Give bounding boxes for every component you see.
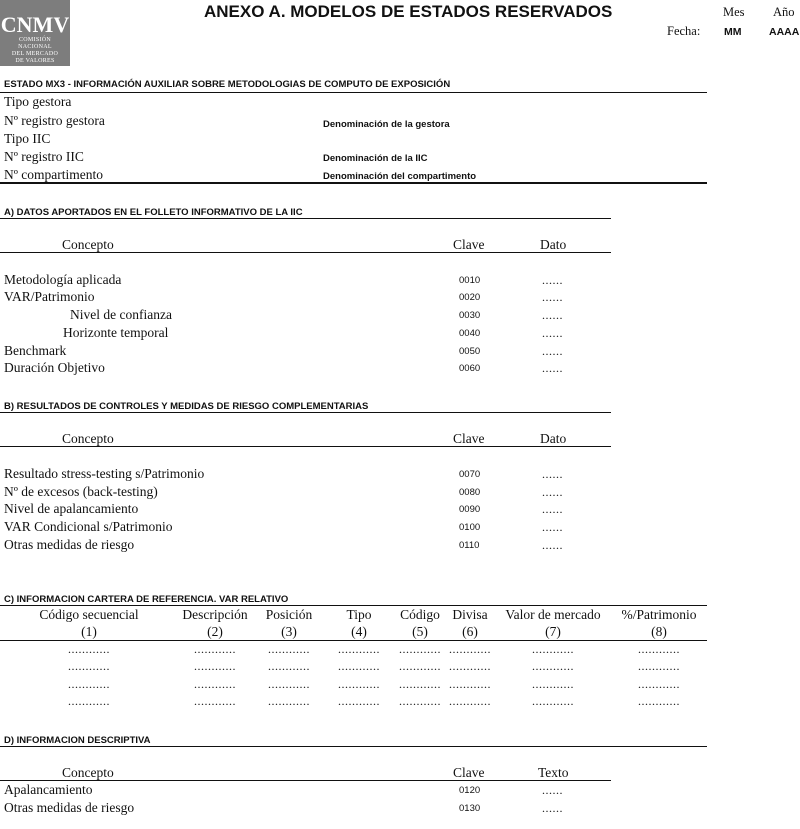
section-b-row-dato[interactable]: ......: [542, 502, 563, 516]
section-c-col-header: Código: [400, 607, 440, 622]
section-a-row-clave: 0040: [459, 328, 481, 339]
cartera-cell[interactable]: ............: [338, 642, 380, 656]
section-b-col-concepto: Concepto: [62, 431, 114, 446]
section-d-col-concepto: Concepto: [62, 765, 114, 780]
section-c-col-number: (7): [545, 624, 561, 639]
section-b-row-label: Nº de excesos (back-testing): [4, 484, 158, 499]
section-a-col-concepto: Concepto: [62, 237, 114, 252]
cartera-cell[interactable]: ............: [399, 677, 441, 691]
cartera-cell[interactable]: ............: [449, 677, 491, 691]
logo-line: COMISIÓN: [18, 37, 52, 43]
section-b-row-clave: 0080: [459, 487, 481, 498]
section-c-col-number: (6): [462, 624, 478, 639]
estado-title: ESTADO MX3 - INFORMACIÓN AUXILIAR SOBRE METODOLOGIAS DE COMPUTO DE EXPOSICIÓN: [4, 79, 451, 90]
section-d-row-clave: 0130: [459, 803, 481, 814]
cartera-cell[interactable]: ............: [449, 694, 491, 708]
cartera-cell[interactable]: ............: [268, 677, 310, 691]
section-d-col-texto: Texto: [538, 765, 569, 780]
cartera-cell[interactable]: ............: [638, 642, 680, 656]
registro-gestora-label: Nº registro gestora: [4, 113, 105, 128]
cartera-cell[interactable]: ............: [638, 694, 680, 708]
section-a-row-dato[interactable]: ......: [542, 308, 563, 322]
section-c-col-header: Descripción: [182, 607, 248, 622]
divider: [0, 218, 611, 219]
section-a-row-dato[interactable]: ......: [542, 290, 563, 304]
denominacion-iic-label: Denominación de la IIC: [323, 153, 428, 164]
section-c-col-number: (4): [351, 624, 367, 639]
section-c-col-header: Valor de mercado: [505, 607, 601, 622]
section-b-row-clave: 0110: [459, 540, 480, 551]
section-b-title: B) RESULTADOS DE CONTROLES Y MEDIDAS DE RIESGO COMPLEMENTARIAS: [4, 401, 369, 412]
cartera-cell[interactable]: ............: [338, 659, 380, 673]
cartera-cell[interactable]: ............: [638, 659, 680, 673]
section-d-row-label: Apalancamiento: [4, 782, 93, 797]
cartera-cell[interactable]: ............: [638, 677, 680, 691]
section-a-title: A) DATOS APORTADOS EN EL FOLLETO INFORMATIVO DE LA IIC: [4, 207, 303, 218]
anio-value[interactable]: AAAA: [769, 26, 800, 38]
section-b-col-clave: Clave: [453, 431, 485, 446]
section-a-row-dato[interactable]: ......: [542, 344, 563, 358]
section-b-row-clave: 0100: [459, 522, 481, 533]
logo-line: DE VALORES: [15, 58, 55, 64]
section-a-row-clave: 0010: [459, 275, 481, 286]
section-a-row-clave: 0060: [459, 363, 481, 374]
section-b-col-dato: Dato: [540, 431, 567, 446]
section-b-row-dato[interactable]: ......: [542, 485, 563, 499]
section-b-row-dato[interactable]: ......: [542, 467, 563, 481]
section-a-row-dato[interactable]: ......: [542, 273, 563, 287]
section-d-row-clave: 0120: [459, 785, 481, 796]
cartera-cell[interactable]: ............: [338, 677, 380, 691]
divider: [0, 92, 707, 93]
section-d-col-clave: Clave: [453, 765, 485, 780]
page-title: ANEXO A. MODELOS DE ESTADOS RESERVADOS: [204, 2, 613, 21]
section-a-row-clave: 0050: [459, 346, 481, 357]
section-b-row-clave: 0090: [459, 504, 481, 515]
section-b-row-clave: 0070: [459, 469, 481, 480]
section-c-col-number: (2): [207, 624, 223, 639]
section-a-row-dato[interactable]: ......: [542, 361, 563, 375]
cartera-cell[interactable]: ............: [68, 642, 110, 656]
compartimento-label: Nº compartimento: [4, 167, 104, 182]
cartera-cell[interactable]: ............: [194, 694, 236, 708]
section-a-row-clave: 0020: [459, 292, 481, 303]
registro-iic-label: Nº registro IIC: [4, 149, 84, 164]
section-c-col-number: (1): [81, 624, 97, 639]
section-c-col-header: Tipo: [346, 607, 372, 622]
divider: [0, 446, 611, 447]
cartera-cell[interactable]: ............: [194, 677, 236, 691]
section-c-col-number: (5): [412, 624, 428, 639]
cartera-cell[interactable]: ............: [532, 659, 574, 673]
divider: [0, 252, 611, 253]
divider: [0, 412, 611, 413]
divider: [0, 182, 707, 184]
tipo-iic-label: Tipo IIC: [4, 131, 51, 146]
section-a-col-dato: Dato: [540, 237, 567, 252]
denominacion-compartimento-label: Denominación del compartimento: [323, 171, 477, 182]
cartera-cell[interactable]: ............: [194, 642, 236, 656]
fecha-label: Fecha:: [667, 24, 701, 38]
section-a-row-dato[interactable]: ......: [542, 326, 563, 340]
logo-wordmark: CNMV: [0, 12, 70, 37]
cartera-cell[interactable]: ............: [338, 694, 380, 708]
mes-label: Mes: [723, 5, 745, 19]
cartera-cell[interactable]: ............: [532, 642, 574, 656]
cartera-cell[interactable]: ............: [399, 642, 441, 656]
cartera-cell[interactable]: ............: [68, 694, 110, 708]
section-b-row-label: VAR Condicional s/Patrimonio: [4, 519, 173, 534]
cartera-cell[interactable]: ............: [68, 677, 110, 691]
section-d-row-label: Otras medidas de riesgo: [4, 800, 135, 815]
mes-value[interactable]: MM: [724, 26, 742, 38]
section-a-row-label: VAR/Patrimonio: [4, 289, 95, 304]
section-a-row-label: Metodología aplicada: [4, 272, 122, 287]
cartera-cell[interactable]: ............: [532, 677, 574, 691]
section-b-row-dato[interactable]: ......: [542, 538, 563, 552]
cartera-cell[interactable]: ............: [268, 659, 310, 673]
section-c-col-header: Código secuencial: [39, 607, 139, 622]
section-b-row-label: Otras medidas de riesgo: [4, 537, 135, 552]
section-a-row-label: Nivel de confianza: [70, 307, 172, 322]
section-c-title: C) INFORMACION CARTERA DE REFERENCIA. VAR RELATIVO: [4, 594, 289, 605]
section-c-col-header: Posición: [265, 607, 313, 622]
section-d-row-dato[interactable]: ......: [542, 801, 563, 815]
cartera-cell[interactable]: ............: [268, 642, 310, 656]
tipo-gestora-label: Tipo gestora: [4, 94, 72, 109]
divider: [0, 746, 707, 747]
cartera-cell[interactable]: ............: [194, 659, 236, 673]
cartera-cell[interactable]: ............: [532, 694, 574, 708]
section-a-row-clave: 0030: [459, 310, 481, 321]
cartera-cell[interactable]: ............: [449, 642, 491, 656]
denominacion-gestora-label: Denominación de la gestora: [323, 119, 450, 130]
section-a-row-label: Duración Objetivo: [4, 360, 105, 375]
section-a-col-clave: Clave: [453, 237, 485, 252]
cnmv-logo: [0, 0, 70, 66]
section-b-row-label: Resultado stress-testing s/Patrimonio: [4, 466, 205, 481]
section-d-title: D) INFORMACION DESCRIPTIVA: [4, 735, 151, 746]
section-c-col-number: (3): [281, 624, 297, 639]
section-b-row-dato[interactable]: ......: [542, 520, 563, 534]
cartera-cell[interactable]: ............: [449, 659, 491, 673]
cartera-cell[interactable]: ............: [399, 659, 441, 673]
section-b-row-label: Nivel de apalancamiento: [4, 501, 139, 516]
logo-line: DEL MERCADO: [11, 51, 59, 57]
logo-line: NACIONAL: [18, 44, 52, 50]
cartera-cell[interactable]: ............: [68, 659, 110, 673]
section-c-col-number: (8): [651, 624, 667, 639]
section-d-row-dato[interactable]: ......: [542, 783, 563, 797]
section-c-col-header: %/Patrimonio: [621, 607, 697, 622]
section-a-row-label: Benchmark: [4, 343, 67, 358]
section-c-col-header: Divisa: [452, 607, 488, 622]
cartera-cell[interactable]: ............: [268, 694, 310, 708]
section-a-row-label: Horizonte temporal: [63, 325, 169, 340]
cartera-cell[interactable]: ............: [399, 694, 441, 708]
anio-label: Año: [773, 5, 795, 19]
